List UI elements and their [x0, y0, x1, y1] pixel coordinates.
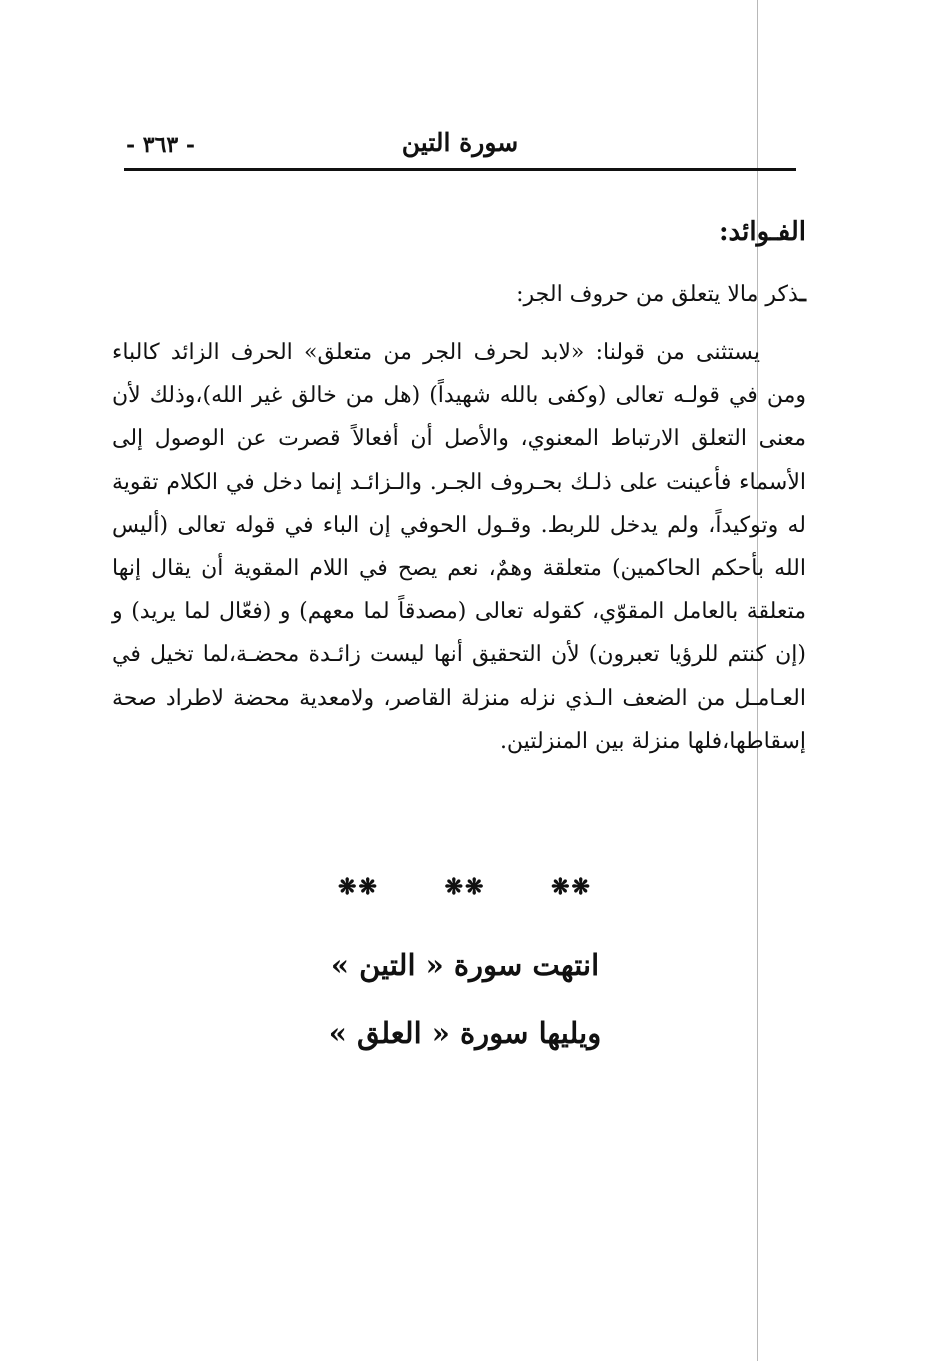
ornament-mark: ❋❋: [338, 874, 379, 900]
ornament-separator: [0, 874, 930, 900]
section-heading: الفـوائد:: [718, 217, 806, 247]
surah-title: سورة التين: [401, 128, 519, 157]
list-item: [112, 274, 806, 315]
body-paragraph: يستثنى من قولنا: «لابد لحرف الجر من متعلق» الحرف الزائد كالباء ومن في قولـه تعالى (وكفى بالله شهيداً) (هل من خالق غير الله)،وذلك لأن معنى التعلق الارتباط المعنوي، والأصل أن أفعالاً قصرت عن الوصول إلى الأسماء فأعينت على ذلـك بحـروف الجـر. والـزائـد إنما دخل في الكلام تقوية له وتوكيداً، ولم يدخل للربط. وقـول الحوفي إن الباء في قوله تعالى (أليس الله بأحكم الحاكمين) متعلقة وهمٌ، نعم يصح في اللام المقوية أن يقال إنها متعلقة بالعامل المقوّي، كقوله تعالى (مصدقاً لما معهم) و (فعّال لما يريد) و (إن كنتم للرؤيا تعبرون) لأن التحقيق أنها ليست زائـدة محضـة،لما تخيل في العـامـل من الضعف الـذي نزله منزلة القاصر، ولامعدية محضة لاطراد صحة إسقاطها،فلها منزلة بين المنزلتين.: [112, 340, 806, 754]
header-divider: [124, 168, 796, 171]
page-number: - ٣٦٣ -: [126, 132, 196, 158]
body-text: [112, 212, 806, 763]
closing-line-next: ويليها سورة « العلق »: [328, 1016, 602, 1050]
closing-line-end: انتهت سورة « التين »: [330, 948, 600, 982]
ornament-mark: ❋❋: [551, 874, 592, 900]
ornament-mark: ❋❋: [444, 874, 486, 900]
item-dash: ـ: [799, 281, 806, 307]
page-header: [124, 122, 796, 168]
item-text: ذكر مالا يتعلق من حروف الجر:: [516, 282, 800, 307]
